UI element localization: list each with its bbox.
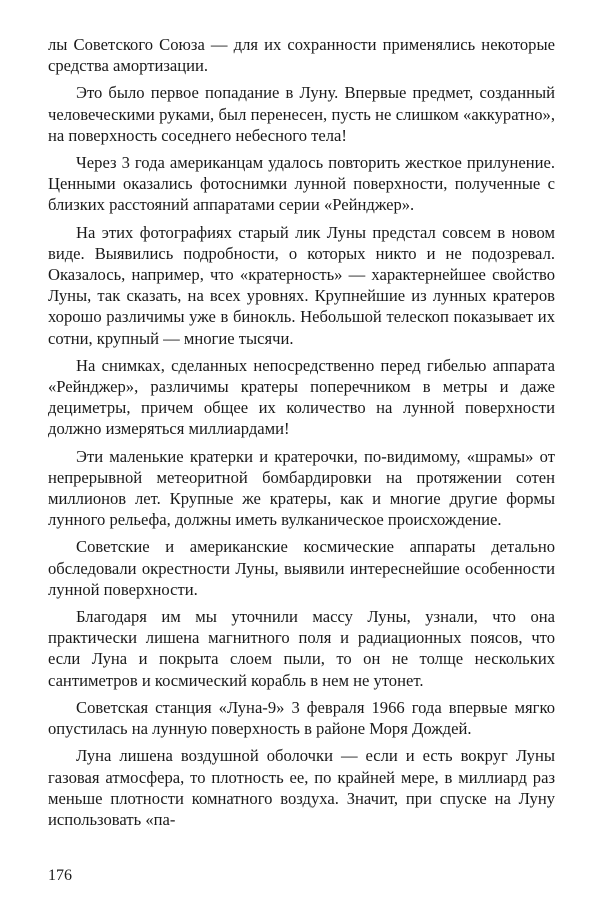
page-body [48, 34, 555, 836]
paragraph-1: лы Советского Союза — для их сохранности применялись некоторые средства амортизации. [48, 35, 555, 76]
paragraph-9: Советская станция «Луна-9» 3 февраля 1966 года впервые мягко опустилась на лунную поверхность в районе Моря Дождей. [48, 697, 555, 739]
paragraph-10: Луна лишена воздушной оболочки — если и есть вокруг Луны газовая атмосфера, то плотность ее, по крайней мере, в миллиард раз меньше плотности комнатного воздуха. Значит, при спуске на Луну использовать «па- [48, 746, 555, 829]
paragraph-3: Через 3 года американцам удалось повторить жесткое прилунение. Ценными оказались фотоснимки лунной поверхности, полученные с близких расстояний аппаратами серии «Рейнджер». [48, 153, 555, 215]
paragraph-7: Советские и американские космические аппараты детально обследовали окрестности Луны, выявили интереснейшие особенности лунной поверхности. [48, 537, 555, 599]
paragraph-2: Это было первое попадание в Луну. Впервые предмет, созданный человеческими руками, был перенесен, пусть не слишком «аккуратно», на поверхность соседнего небесного тела! [48, 83, 555, 145]
paragraph-4: На этих фотографиях старый лик Луны предстал совсем в новом виде. Выявились подробности, о которых никто и не подозревал. Оказалось, например, что «кратерность» — характернейшее свойство Луны, так сказать, на всех уровнях. Крупнейшие из лунных кратеров хорошо различимы уже в бинокль. Небольшой телескоп показывает их сотни, крупный — многие тысячи. [48, 222, 555, 348]
paragraph-8: Благодаря им мы уточнили массу Луны, узнали, что она практически лишена магнитного поля и радиационных поясов, что если Луна и покрыта слоем пыли, то он не толще нескольких сантиметров и космический корабль в нем не утонет. [48, 607, 555, 690]
paragraph-6: Эти маленькие кратерки и кратерочки, по-видимому, «шрамы» от непрерывной метеоритной бомбардировки на протяжении сотен миллионов лет. Крупные же кратеры, как и многие другие формы лунного рельефа, должны иметь вулканическое происхождение. [48, 446, 555, 530]
paragraph-5: На снимках, сделанных непосредственно перед гибелью аппарата «Рейнджер», различимы кратеры поперечником в метры и даже дециметры, причем общее их количество на лунной поверхности должно измеряться миллиардами! [48, 355, 555, 439]
page-number: 176 [48, 867, 72, 884]
